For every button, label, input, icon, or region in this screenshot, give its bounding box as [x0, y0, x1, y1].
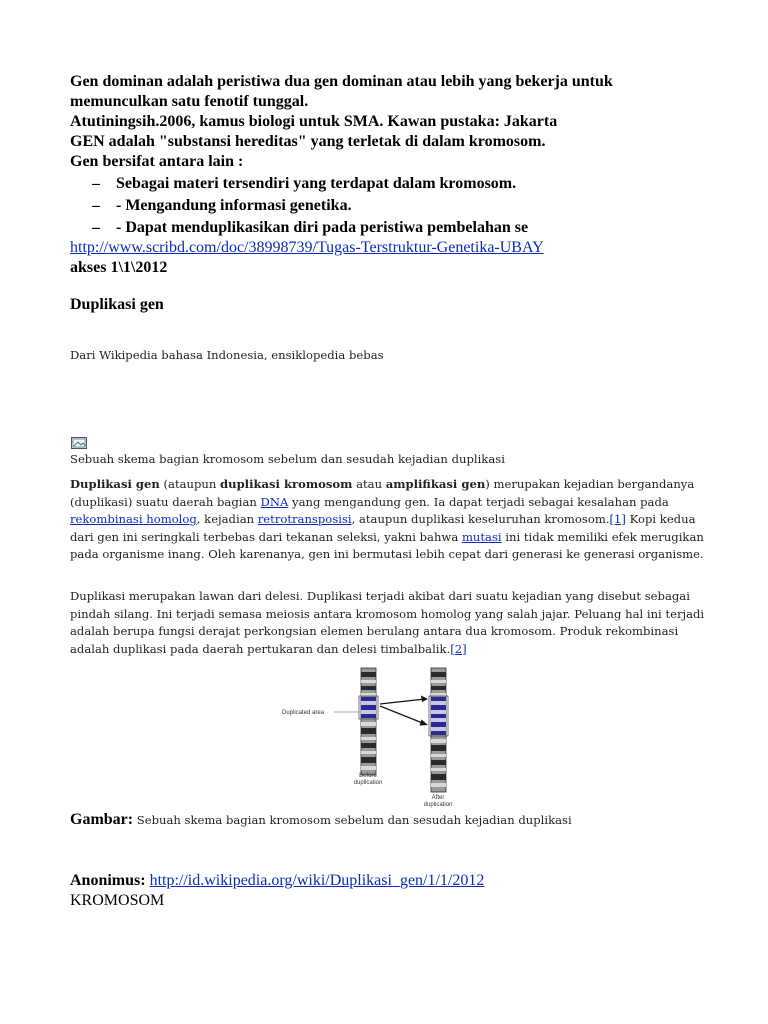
paragraph-duplikasi-definition [70, 476, 710, 564]
after-label: duplication [423, 802, 453, 808]
text-run: yang mengandung gen. Ia dapat terjadi sebagai kesalahan pada [288, 494, 669, 509]
reference-1-link[interactable]: [1] [609, 512, 626, 526]
term-bold: duplikasi kromosom [220, 477, 353, 491]
text-run: atau [352, 477, 386, 491]
duplicated-area-label: Duplicated area [282, 710, 325, 716]
reference-2-link[interactable]: [2] [450, 641, 467, 656]
bullet-text: - Mengandung informasi genetika. [116, 197, 352, 214]
wikipedia-link[interactable]: http://id.wikipedia.org/wiki/Duplikasi_gen/1/1/2012 [149, 872, 485, 889]
bullet-dash: – [92, 197, 100, 214]
bullet-item [70, 196, 710, 216]
text-run: Duplikasi merupakan lawan dari delesi. Duplikasi terjadi akibat dari suatu kejadian yang disebut sebagai pindah silang. Ini terjadi semasa meiosis antara kromosom homolog yang salah jajar. Peluang hal ini terjadi adalah berupa fungsi derajat perkongsian elemen berulang antara dua kromosom. Produk rekombinasi adalah duplikasi pada daerah pertukaran dan delesi timbalbalik. [70, 589, 705, 656]
intro-line: Gen dominan adalah peristiwa dua gen dominan atau lebih yang bekerja untuk [70, 73, 613, 90]
mutasi-link[interactable]: mutasi [461, 529, 502, 544]
dna-link[interactable]: DNA [260, 494, 289, 509]
chromosome-before [359, 668, 378, 775]
kromosom-heading: KROMOSOM [70, 892, 165, 909]
retrotransposisi-link[interactable]: retrotransposisi [257, 512, 352, 526]
paragraph-duplikasi-mechanism [70, 588, 710, 658]
anonimus-label: Anonimus: [70, 872, 150, 889]
intro-line: GEN adalah "substansi hereditas" yang terletak di dalam kromosom. [70, 133, 546, 150]
figure-caption [70, 811, 572, 830]
figure-caption-text: Sebuah skema bagian kromosom sebelum dan sesudah kejadian duplikasi [133, 813, 572, 827]
figure-label: Gambar: [70, 811, 134, 828]
broken-image-icon[interactable] [71, 437, 87, 449]
text-run: Kopi kedua dari gen ini seringkali terbebas dari tekanan seleksi, yakni bahwa [70, 512, 696, 544]
before-label: Before [359, 773, 377, 779]
access-date: akses 1\1\2012 [70, 259, 168, 276]
chromosome-duplication-diagram [280, 664, 480, 809]
bullet-text: Sebagai materi tersendiri yang terdapat dalam kromosom. [116, 175, 517, 192]
citation-line: Atutiningsih.2006, kamus biologi untuk SMA. Kawan pustaka: Jakarta [70, 113, 558, 130]
duplication-arrows [334, 696, 428, 726]
text-run: , ataupun duplikasi keseluruhan kromosom. [351, 512, 610, 526]
intro-block [70, 72, 710, 278]
section-heading: Duplikasi gen [70, 296, 164, 313]
bullet-text: - Dapat menduplikasikan diri pada peristiwa pembelahan se [116, 219, 529, 236]
text-run: , kejadian [196, 512, 258, 526]
image-caption: Sebuah skema bagian kromosom sebelum dan sesudah kejadian duplikasi [70, 452, 505, 466]
scribd-link[interactable]: http://www.scribd.com/doc/38998739/Tugas-Terstruktur-Genetika-UBAY [70, 239, 544, 256]
text-run: ini tidak memiliki efek merugikan pada organisme inang. Oleh karenanya, gen ini bermutasi lebih cepat dari generasi ke generasi organisme. [70, 529, 704, 561]
intro-line: memunculkan satu fenotif tunggal. [70, 93, 309, 110]
wiki-source-line: Dari Wikipedia bahasa Indonesia, ensiklopedia bebas [70, 348, 384, 362]
after-label: After [431, 795, 445, 801]
term-bold: amplifikasi gen [385, 477, 486, 491]
before-label: duplication [353, 780, 383, 786]
text-run: (ataupun [159, 477, 221, 491]
anonimus-citation [70, 871, 484, 891]
bullet-dash: – [92, 219, 100, 236]
rekombinasi-homolog-link[interactable]: rekombinasi homolog [70, 512, 197, 526]
bullet-item [70, 218, 710, 238]
term-bold: Duplikasi gen [70, 477, 160, 491]
chromosome-after [429, 668, 448, 792]
intro-line: Gen bersifat antara lain : [70, 153, 244, 170]
bullet-item [70, 174, 710, 194]
bullet-dash: – [92, 175, 100, 192]
text-run: ) merupakan kejadian bergandanya (duplikasi) suatu daerah bagian [70, 477, 695, 509]
